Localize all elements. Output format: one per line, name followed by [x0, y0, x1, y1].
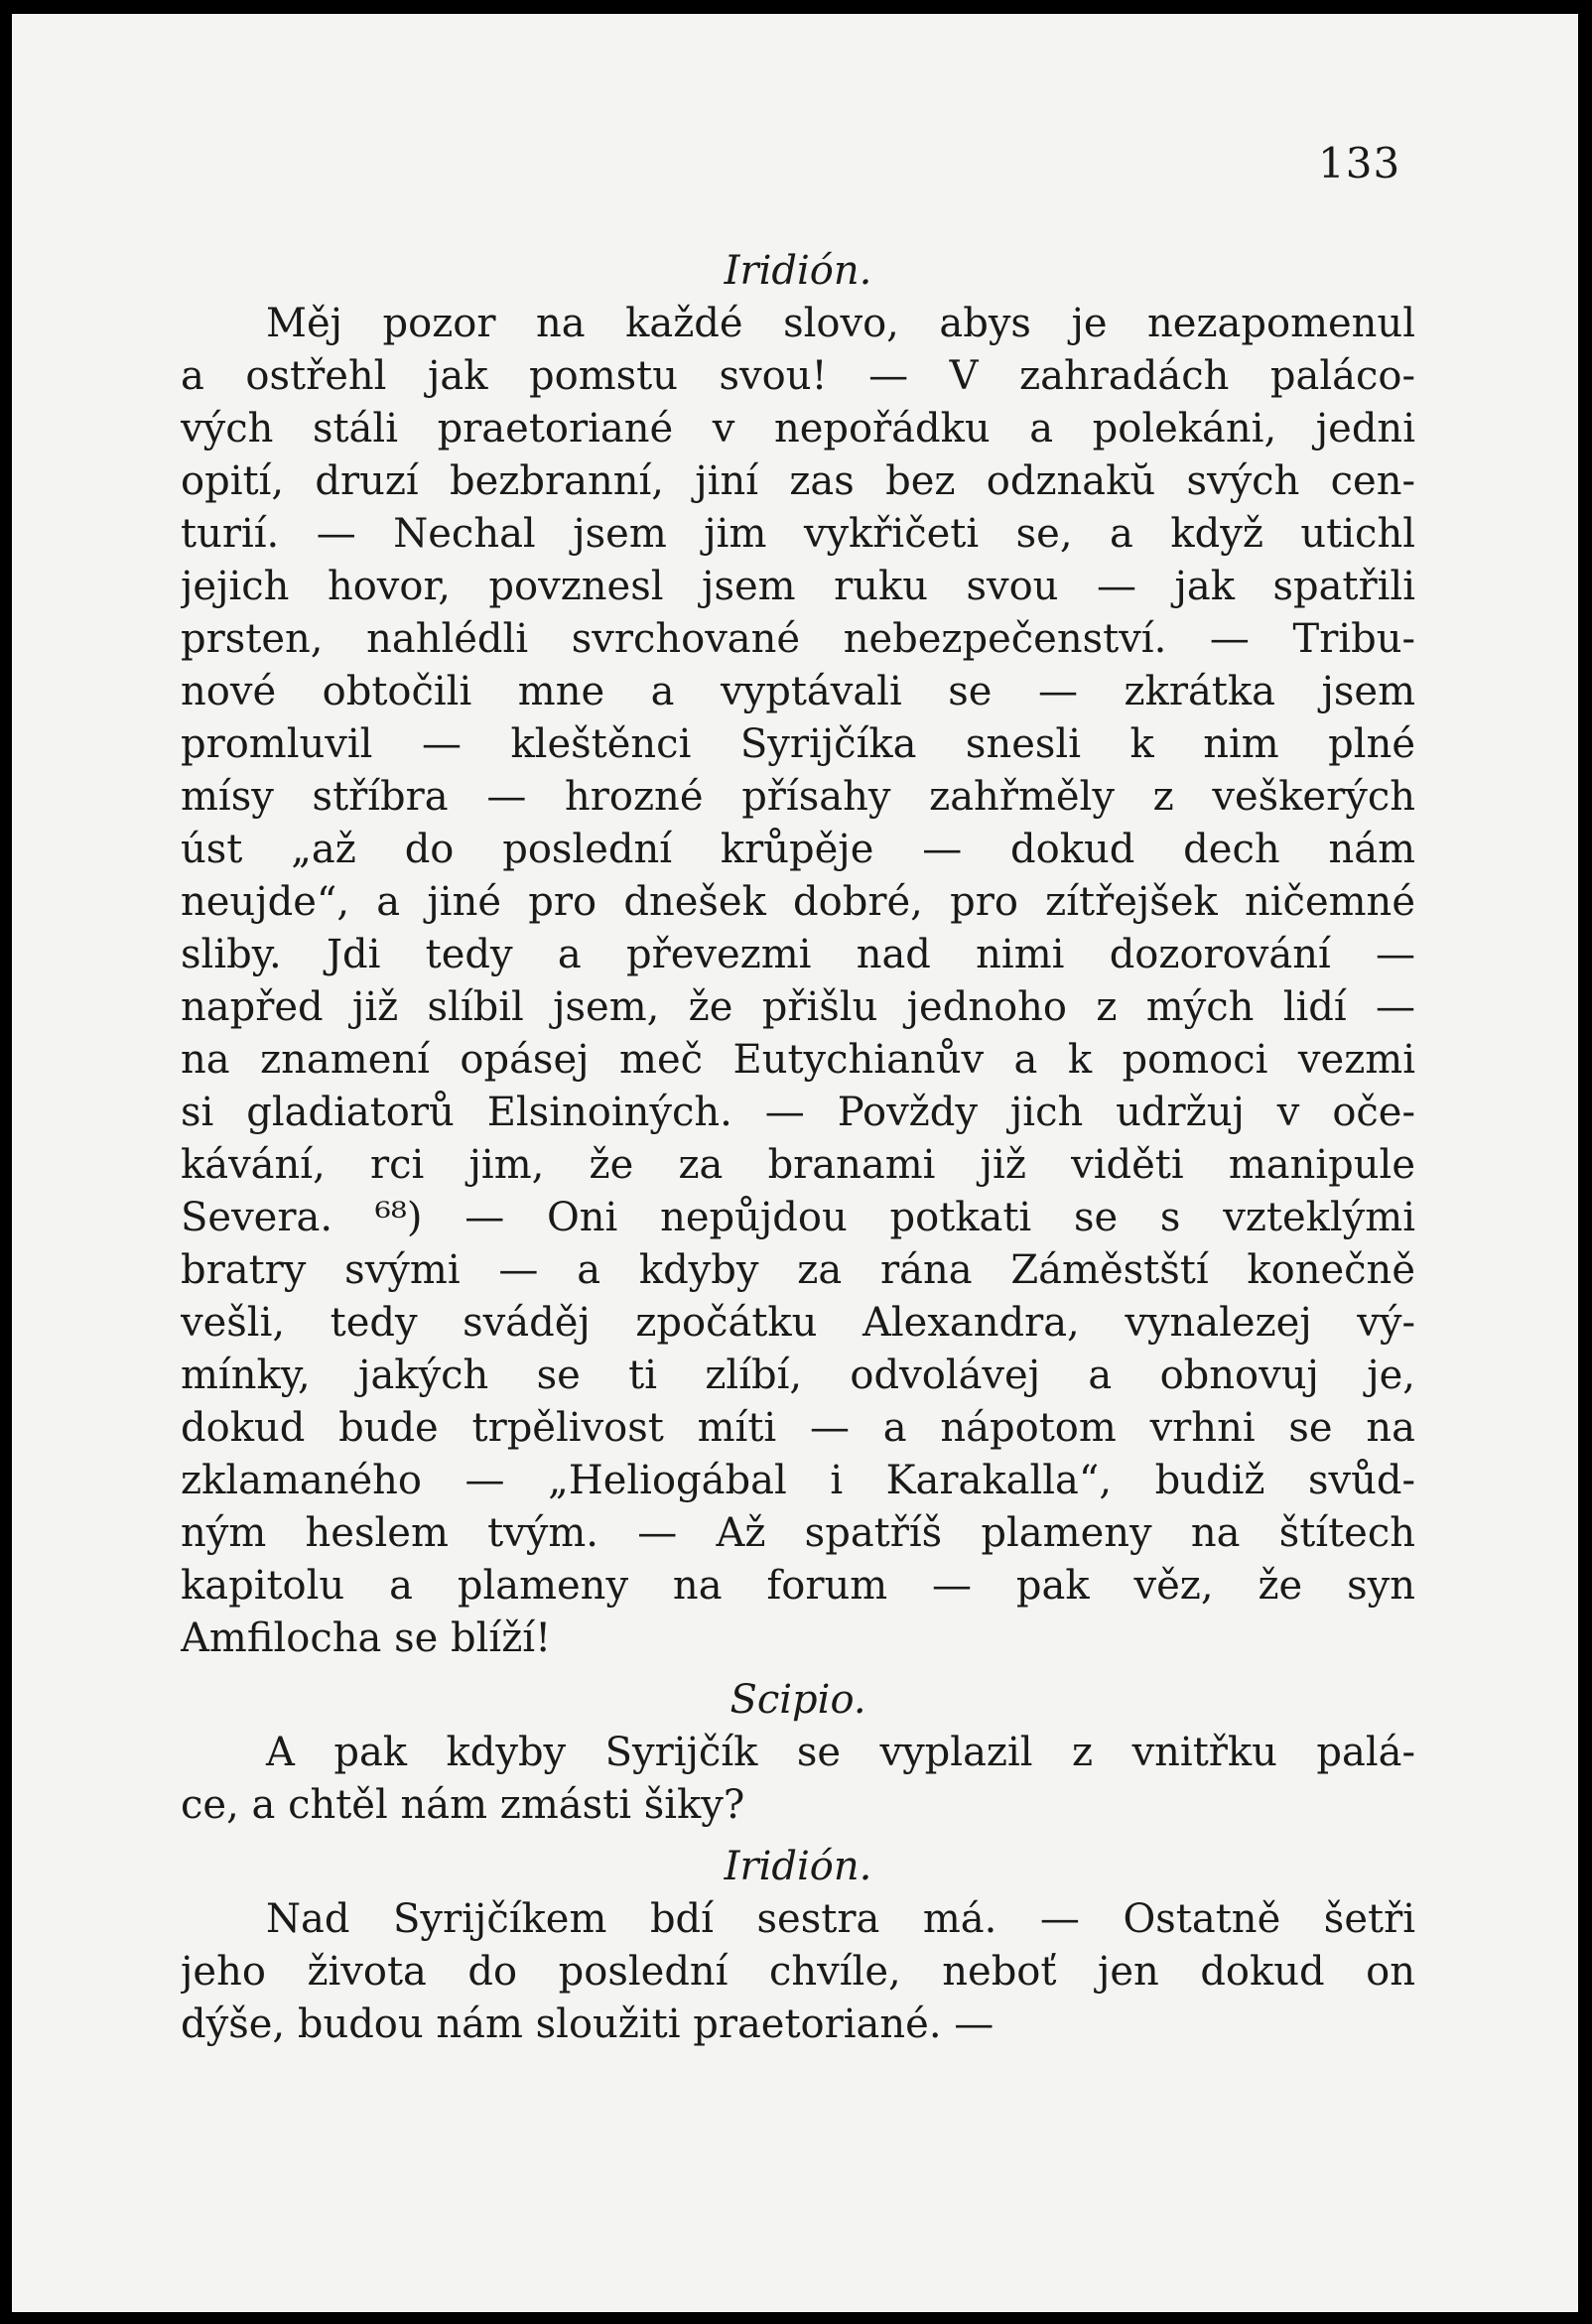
text-line: dokud bude trpělivost míti — a nápotom vrhni se na	[181, 1405, 1415, 1451]
speaker-name: Iridión.	[724, 248, 872, 294]
text-line: bratry svými — a kdyby za rána Záměstští konečně	[181, 1247, 1415, 1293]
text-line: opití, druzí bezbranní, jiní zas bez odznakŭ svých cen-	[181, 458, 1415, 504]
page-number: 133	[1318, 139, 1401, 188]
text-line: sliby. Jdi tedy a převezmi nad nimi dozorování —	[181, 932, 1415, 977]
text-line: a ostřehl jak pomstu svou! — V zahradách paláco-	[181, 353, 1415, 399]
text-line: kapitolu a plameny na forum — pak věz, že syn	[181, 1563, 1415, 1609]
text-line: na znamení opásej meč Eutychianův a k pomoci vezmi	[181, 1037, 1415, 1083]
text-line: zklamaného — „Heliogábal i Karakalla“, budiž svůd-	[181, 1458, 1415, 1503]
text-line: jejich hovor, povznesl jsem ruku svou — jak spatřili	[181, 564, 1415, 609]
text-body	[181, 244, 1415, 2051]
text-line: turií. — Nechal jsem jim vykřičeti se, a když utichl	[181, 511, 1415, 557]
text-line: neujde“, a jiné pro dnešek dobré, pro zítřejšek ničemné	[181, 879, 1415, 925]
text-line: úst „až do poslední krůpěje — dokud dech nám	[181, 827, 1415, 872]
text-line: napřed již slíbil jsem, že přišlu jednoho z mých lidí —	[181, 984, 1415, 1030]
speaker-name: Iridión.	[724, 1844, 872, 1889]
speech-section	[181, 1673, 1415, 1832]
text-line: mínky, jakých se ti zlíbí, odvolávej a obnovuj je,	[181, 1353, 1415, 1398]
text-line: ným heslem tvým. — Až spatříš plameny na štítech	[181, 1510, 1415, 1556]
text-line: si gladiatorů Elsinoiných. — Povždy jich udržuj v oče-	[181, 1090, 1415, 1135]
text-line: dýše, budou nám sloužiti praetoriané. —	[181, 2001, 995, 2047]
speech-section	[181, 1840, 1415, 2051]
text-line: nové obtočili mne a vyptávali se — zkrátka jsem	[181, 669, 1415, 714]
text-line: prsten, nahlédli svrchované nebezpečenství. — Tribu-	[181, 616, 1415, 662]
text-line: ce, a chtěl nám zmásti šiky?	[181, 1782, 745, 1828]
text-line: kávání, rci jim, že za branami již viděti manipule	[181, 1142, 1415, 1188]
speech-section	[181, 244, 1415, 1665]
text-line: mísy stříbra — hrozné přísahy zahřměly z veškerých	[181, 774, 1415, 820]
text-line: vešli, tedy sváděj zpočátku Alexandra, vynalezej vý-	[181, 1300, 1415, 1346]
text-line: Měj pozor na každé slovo, abys je nezapomenul	[266, 301, 1415, 346]
text-line: Amfilocha se blíží!	[181, 1615, 552, 1661]
text-line: promluvil — kleštěnci Syrijčíka snesli k nim plné	[181, 721, 1415, 767]
speaker-name: Scipio.	[730, 1677, 866, 1723]
book-page	[12, 14, 1578, 2312]
text-line: A pak kdyby Syrijčík se vyplazil z vnitřku palá-	[266, 1730, 1415, 1775]
text-line: vých stáli praetoriané v nepořádku a polekáni, jedni	[181, 406, 1415, 452]
text-line: Severa. ⁶⁸) — Oni nepůjdou potkati se s vzteklými	[181, 1195, 1415, 1240]
text-line: jeho života do poslední chvíle, neboť jen dokud on	[181, 1949, 1415, 1995]
text-line: Nad Syrijčíkem bdí sestra má. — Ostatně šetři	[266, 1896, 1415, 1942]
